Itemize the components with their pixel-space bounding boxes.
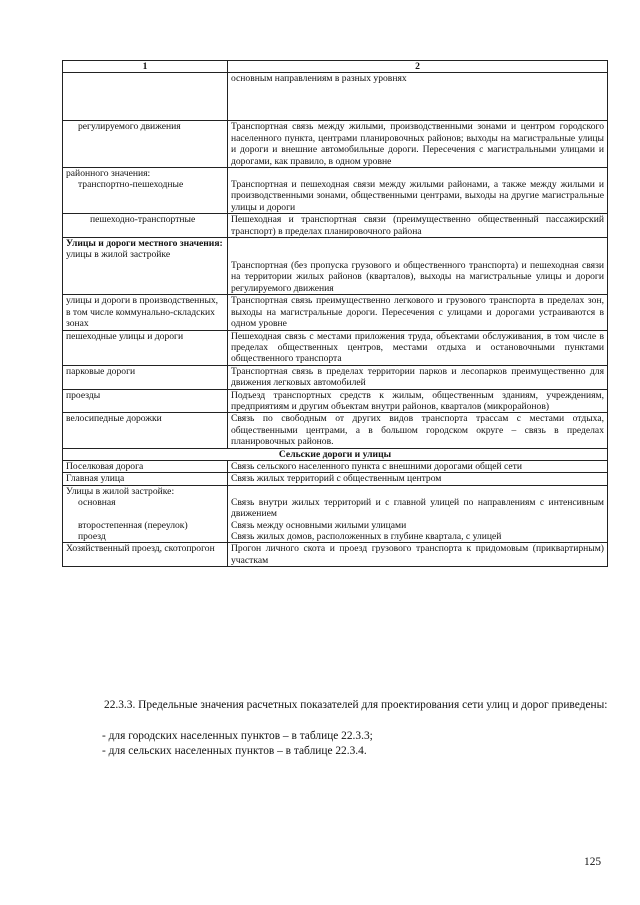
list-item: - для сельских населенных пунктов – в таблице 22.3.4.: [102, 745, 367, 757]
table-row: [63, 168, 608, 214]
row-purpose: Транспортная связь между жилыми, производственными зонами и центром городского населенного пункта, центрами планировочных районов; выходы на магистральные улицы и дороги и внешние автомобильные дороги. Пересечения с магистральными улицами и дорогами, как правило, в одном уровне: [228, 121, 608, 168]
table-row: [63, 473, 608, 485]
rural-section-header-row: [63, 448, 608, 460]
row-category: проезд: [78, 531, 106, 542]
row-category: [63, 73, 228, 121]
row-purpose: Транспортная связь в пределах территории парков и лесопарков преимущественно для движения легковых автомобилей: [228, 365, 608, 389]
row-category: проезды: [63, 389, 228, 413]
row-purpose: Связь жилых домов, расположенных в глубине квартала, с улицей: [231, 531, 502, 542]
row-category-group: районного значения:: [66, 168, 151, 180]
list-item: - для городских населенных пунктов – в таблице 22.3.3;: [102, 730, 373, 742]
body-paragraph: 22.3.3. Предельные значения расчетных показателей для проектирования сети улиц и дорог приведены:: [104, 699, 608, 711]
row-category: регулируемого движения: [78, 121, 181, 133]
table-row: [63, 460, 608, 472]
row-category: основная: [78, 497, 116, 509]
row-purpose: Связь внутри жилых территорий и с главной улицей по направлениям с интенсивным движением: [231, 496, 604, 520]
row-purpose: основным направлениям в разных уровнях: [228, 73, 608, 121]
row-purpose: Связь сельского населенного пункта с внешними дорогами общей сети: [228, 460, 608, 472]
table-row: [63, 214, 608, 238]
row-category-group: Улицы и дороги местного значения:: [66, 238, 223, 250]
table-row: [63, 485, 608, 543]
page-number: 125: [584, 856, 602, 868]
table-row: [63, 413, 608, 448]
table-row: [63, 330, 608, 365]
row-category: Поселковая дорога: [63, 460, 228, 472]
row-category: пешеходно-транспортные: [90, 214, 196, 226]
row-purpose: Транспортная и пешеходная связи между жилыми районами, а также между жилыми и производственными зонами, общественными центрами, выходы на другие магистральные улицы и дороги: [231, 179, 604, 213]
row-purpose: Транспортная связь преимущественно легкового и грузового транспорта в пределах зон, выходы на магистральные дороги. Пересечения с улицами и дорогами устраиваются в одном уровне: [228, 295, 608, 330]
row-category: улицы в жилой застройке: [66, 249, 171, 261]
row-category: велосипедные дорожки: [63, 413, 228, 448]
table-row: [63, 389, 608, 413]
street-classification-table: [62, 60, 608, 567]
row-purpose: Транспортная (без пропуска грузового и общественного транспорта) и пешеходная связи на территории жилых районов (кварталов), выходы на магистральные улицы и дороги регулируемого движения: [231, 260, 604, 294]
table-row: [63, 295, 608, 330]
row-purpose: Связь между основными жилыми улицами: [231, 519, 407, 531]
row-purpose: Связь по свободным от других видов транспорта трассам с местами отдыха, общественными центрами, а в большом городском округе – связь в пределах планировочных районов.: [228, 413, 608, 448]
row-category: Главная улица: [63, 473, 228, 485]
table-header-row: [63, 61, 608, 73]
row-category: улицы и дороги в производственных, в том числе коммунально-складских зонах: [63, 295, 228, 330]
table-row: [63, 238, 608, 295]
table-row: [63, 73, 608, 121]
row-purpose: Связь жилых территорий с общественным центром: [228, 473, 608, 485]
row-category: парковые дороги: [63, 365, 228, 389]
header-col-2: 2: [228, 61, 608, 73]
row-category: транспортно-пешеходные: [78, 179, 184, 191]
rural-section-header: Сельские дороги и улицы: [63, 448, 608, 460]
row-purpose: Пешеходная связь с местами приложения труда, объектами обслуживания, в том числе в пределах общественных центров, местами отдыха и остановочными пунктами общественного транспорта: [228, 330, 608, 365]
row-category: пешеходные улицы и дороги: [63, 330, 228, 365]
row-purpose: Подъезд транспортных средств к жилым, общественным зданиям, учреждениям, предприятиям и другим объектам внутри районов, кварталов (микрорайонов): [228, 389, 608, 413]
table-row: [63, 365, 608, 389]
row-category-group: Улицы в жилой застройке:: [66, 485, 175, 497]
table-row: [63, 543, 608, 567]
row-category: второстепенная (переулок): [78, 519, 188, 531]
row-purpose: Прогон личного скота и проезд грузового транспорта к придомовым (приквартирным) участкам: [228, 543, 608, 567]
row-purpose: Пешеходная и транспортная связи (преимущественно общественный пассажирский транспорт) в пределах планировочного района: [228, 214, 608, 238]
header-col-1: 1: [63, 61, 228, 73]
row-category: Хозяйственный проезд, скотопрогон: [63, 543, 228, 567]
table-row: [63, 121, 608, 168]
